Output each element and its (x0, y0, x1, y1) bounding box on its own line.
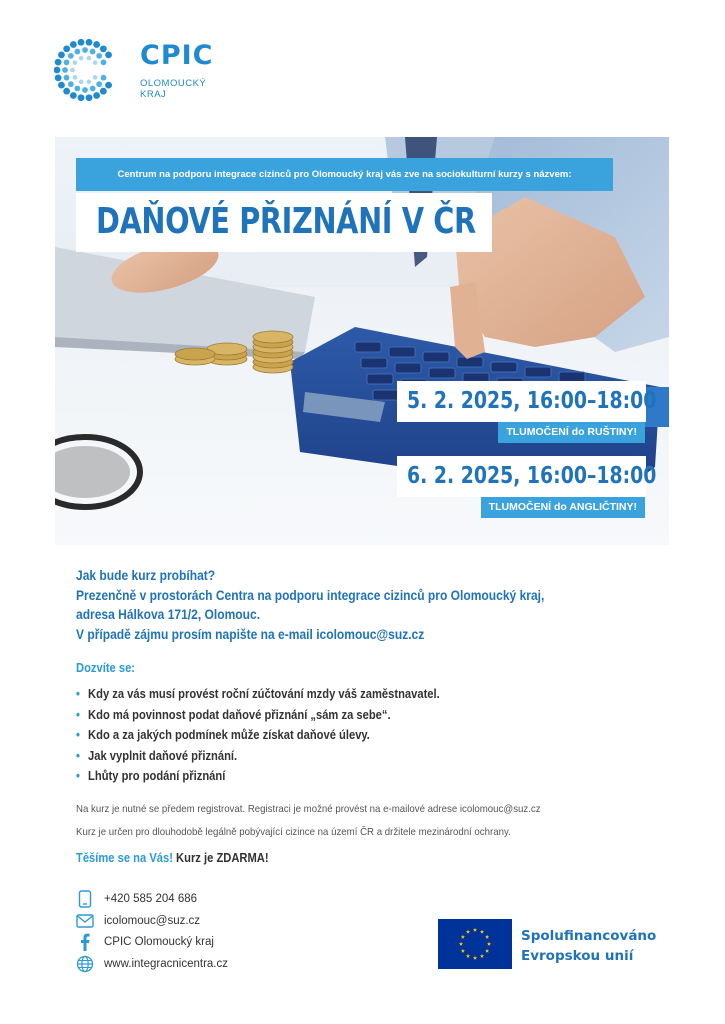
interpretation-badge-1: TLUMOČENÍ do RUŠTINY! (498, 422, 645, 443)
cpic-logo (54, 34, 254, 106)
bullet-icon: • (76, 686, 80, 701)
eu-flag-icon (438, 919, 512, 969)
facebook-icon (76, 933, 94, 951)
welcome-line (76, 850, 269, 865)
envelope-icon (76, 912, 94, 930)
course-question: Jak bude kurz probíhat? (76, 567, 216, 583)
list-item-text: Kdo má povinnost podat daňové přiznání „sám za sebe“. (88, 706, 391, 722)
list-item-text: Lhůty pro podání přiznání (88, 768, 226, 783)
globe-icon (76, 955, 94, 973)
list-item-text: Kdo a za jakých podmínek může získat daňové úlevy. (88, 727, 370, 742)
contact-facebook[interactable] (76, 932, 214, 952)
course-location: Prezenčně v prostorách Centra na podporu integrace cizinců pro Olomoucký kraj, (76, 586, 545, 603)
audience-note: Kurz je určen pro dlouhodobě legálně pobývající cizince na území ČR a držitele mezinárodní ochrany. (76, 826, 511, 838)
dots-logo-icon (54, 34, 134, 106)
learn-list (76, 684, 596, 787)
facebook-name: CPIC Olomoucký kraj (104, 936, 214, 948)
logo-name: CPIC (140, 40, 214, 71)
list-item (76, 725, 523, 746)
list-item-text: Kdy za vás musí provést roční zúčtování mzdy váš zaměstnavatel. (88, 686, 440, 701)
date-box-1 (397, 381, 657, 422)
contact-phone[interactable] (76, 889, 197, 909)
course-contact-email: V případě zájmu prosím napište na e-mail icolomouc@suz.cz (76, 625, 425, 642)
eu-cofinanced-text (521, 926, 656, 966)
interpretation-badge-2: TLUMOČENÍ do ANGLIČTINY! (481, 497, 645, 518)
intro-banner: Centrum na podporu integrace cizinců pro Olomoucký kraj vás zve na sociokulturní kurzy s názvem: (76, 158, 613, 191)
bullet-icon: • (76, 747, 80, 763)
website-url: www.integracnicentra.cz (104, 958, 228, 970)
course-info (76, 566, 661, 644)
phone-icon (76, 890, 94, 908)
list-item (76, 766, 523, 787)
learn-title: Dozvíte se: (76, 660, 136, 675)
date-box-2 (397, 456, 657, 497)
logo-subtitle (140, 78, 206, 100)
list-item (76, 684, 523, 705)
welcome-text: Těšíme se na Vás! (76, 850, 173, 865)
free-text: Kurz je ZDARMA! (172, 850, 269, 865)
contact-email[interactable] (76, 911, 200, 931)
list-item (76, 705, 523, 726)
contact-web[interactable] (76, 954, 228, 974)
bullet-icon: • (76, 768, 80, 783)
logo-subtitle-line1: OLOMOUCKÝ (140, 78, 207, 89)
date-1: 5. 2. 2025, 16:00–18:00 (407, 388, 657, 414)
email-address: icolomouc@suz.cz (104, 915, 201, 927)
registration-note: Na kurz je nutné se předem registrovat. Registraci je možné provést na e-mailové adrese icolomouc@suz.cz (76, 803, 541, 815)
title-box (76, 193, 492, 252)
list-item-text: Jak vyplnit daňové přiznání. (88, 747, 238, 763)
phone-number: +420 585 204 686 (104, 893, 198, 905)
bullet-icon: • (76, 727, 80, 742)
page-title: DAŇOVÉ PŘIZNÁNÍ V ČR (96, 201, 476, 242)
bullet-icon: • (76, 706, 80, 722)
logo-subtitle-line2: KRAJ (140, 89, 167, 100)
eu-line1: Spolufinancováno (521, 928, 657, 944)
date-2: 6. 2. 2025, 16:00–18:00 (407, 463, 657, 489)
course-address: adresa Hálkova 171/2, Olomouc. (76, 606, 261, 622)
list-item (76, 746, 523, 767)
eu-line2: Evropskou unií (521, 948, 634, 964)
